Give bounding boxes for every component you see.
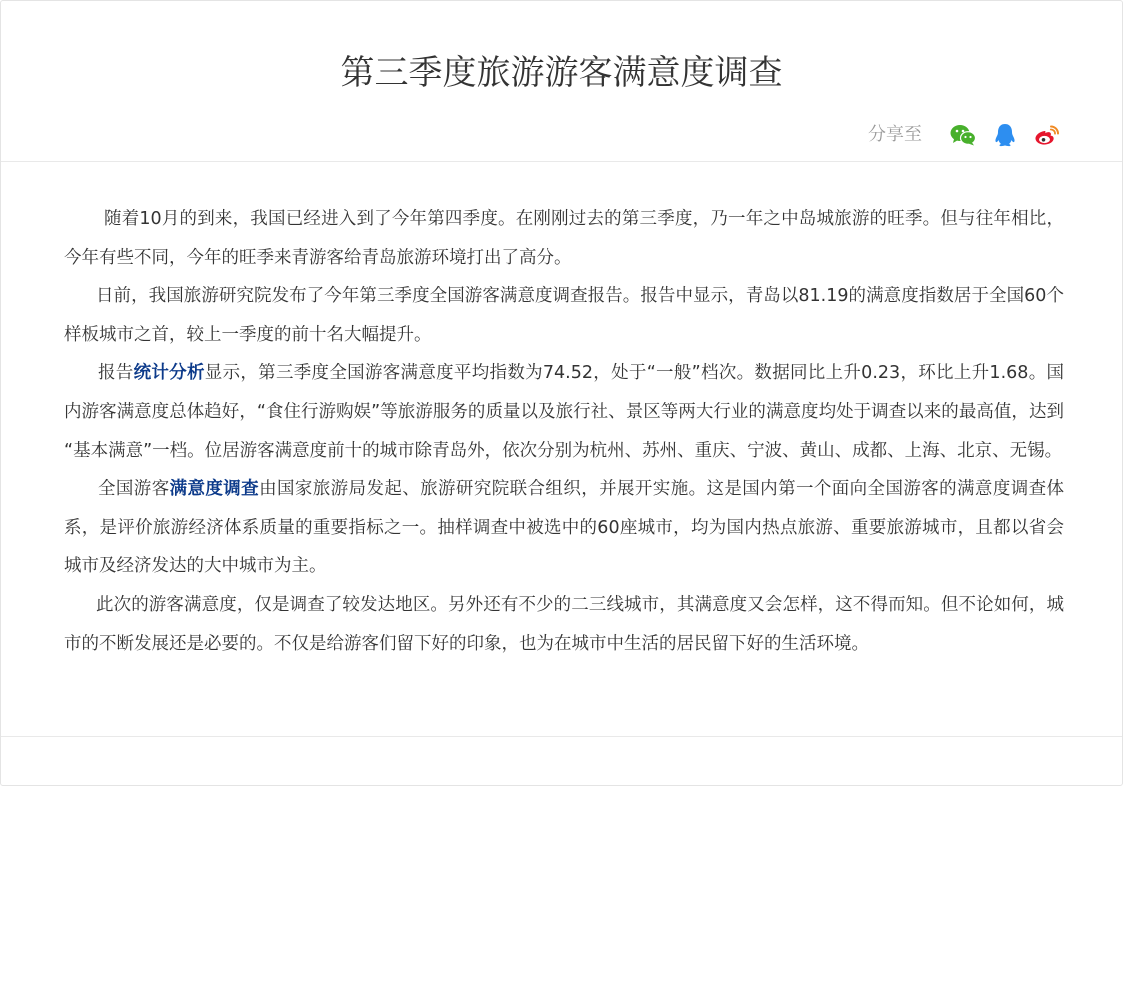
statistics-analysis-link[interactable]: 统计分析 [133,363,205,384]
paragraph-2: 日前，我国旅游研究院发布了今年第三季度全国游客满意度调查报告。报告中显示，青岛以81.19的满意度指数居于全国60个样板城市之首，较上一季度的前十名大幅提升。 [64,286,1064,345]
share-label: 分享至 [868,124,922,145]
weibo-icon[interactable] [1032,120,1062,150]
article-title: 第三季度旅游游客满意度调查 [340,53,783,93]
paragraph-4-rest: 由国家旅游局发起、旅游研究院联合组织，并展开实施。这是国内第一个面向全国游客的满意度调查体系，是评价旅游经济体系质量的重要指标之一。抽样调查中被选中的60座城市，均为国内热点旅游、重要旅游城市，且都以省会城市及经济发达的大中城市为主。 [64,479,1065,577]
qq-icon[interactable] [990,120,1020,150]
paragraph-3 [64,354,1064,470]
paragraph-1: 随着10月的到来，我国已经进入到了今年第四季度。在刚刚过去的第三季度，乃一年之中岛城旅游的旺季。但与往年相比，今年有些不同，今年的旺季来青游客给青岛旅游环境打出了高分。 [64,209,1064,268]
footer-divider [1,736,1122,737]
wechat-icon[interactable] [948,120,978,150]
paragraph-5: 此次的游客满意度，仅是调查了较发达地区。另外还有不少的二三线城市，其满意度又会怎样，这不得而知。但不论如何，城市的不断发展还是必要的。不仅是给游客们留下好的印象，也为在城市中生活的居民留下好的生活环境。 [64,594,1064,654]
paragraph-3-lead: 报告 [98,363,134,384]
article-body [64,200,1064,663]
satisfaction-survey-link[interactable]: 满意度调查 [169,479,260,500]
paragraph-4-lead: 全国游客 [98,479,170,500]
paragraph-4 [64,470,1064,586]
share-bar [868,119,1062,151]
paragraph-3-rest: 显示，第三季度全国游客满意度平均指数为74.52，处于“一般”档次。数据同比上升0.23，环比上升1.68。国内游客满意度总体趋好，“食住行游购娱”等旅游服务的质量以及旅行社、景区等两大行业的满意度均处于调查以来的最高值，达到 “基本满意”一档。位居游客满意度前十的城市除青岛外，依次分别为杭州、苏州、重庆、宁波、黄山、成都、上海、北京、无锡。 [64,363,1064,461]
article-header [1,1,1122,162]
